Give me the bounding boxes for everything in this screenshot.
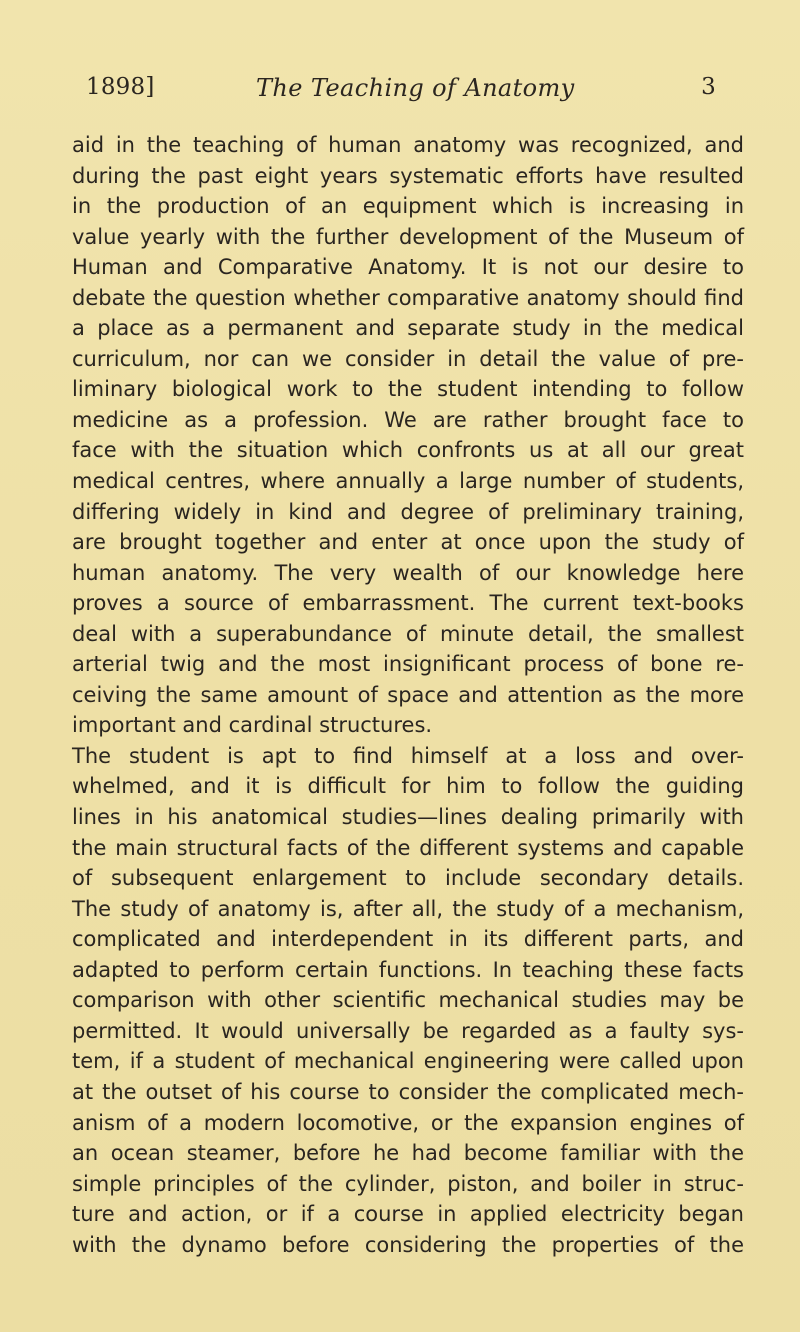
text-line: deal with a superabundance of minute detail, the smallest xyxy=(72,621,744,646)
text-line: whelmed, and it is difficult for him to follow the guiding xyxy=(72,774,744,799)
body-text xyxy=(72,130,744,1260)
text-line: differing widely in kind and degree of preliminary training, xyxy=(72,499,744,524)
text-line: at the outset of his course to consider the complicated mech- xyxy=(72,1079,744,1104)
text-line: value yearly with the further development of the Museum of xyxy=(72,224,744,249)
paragraph-end-line: important and cardinal structures. xyxy=(72,713,433,738)
text-line: liminary biological work to the student intending to follow xyxy=(72,377,744,402)
text-line: of subsequent enlargement to include secondary details. xyxy=(72,866,744,891)
text-line: the main structural facts of the different systems and capable xyxy=(72,835,744,860)
page-number: 3 xyxy=(701,74,716,100)
text-line: face with the situation which confronts us at all our great xyxy=(72,438,744,463)
text-line: ture and action, or if a course in applied electricity began xyxy=(72,1202,744,1227)
text-line: in the production of an equipment which is increasing in xyxy=(72,194,744,219)
text-line: a place as a permanent and separate study in the medical xyxy=(72,316,744,341)
text-line: an ocean steamer, before he had become familiar with the xyxy=(72,1141,744,1166)
text-line: ceiving the same amount of space and attention as the more xyxy=(72,682,744,707)
text-line: Human and Comparative Anatomy. It is not our desire to xyxy=(72,255,744,280)
text-line: The study of anatomy is, after all, the study of a mechanism, xyxy=(72,896,744,921)
paragraph-start-line: The student is apt to find himself at a loss and over- xyxy=(72,743,744,768)
text-line: medical centres, where annually a large number of students, xyxy=(72,469,744,494)
text-line: are brought together and enter at once upon the study of xyxy=(72,530,744,555)
running-header xyxy=(86,74,716,114)
text-line: during the past eight years systematic efforts have resulted xyxy=(72,163,744,188)
text-line: tem, if a student of mechanical engineering were called upon xyxy=(72,1049,744,1074)
text-line: permitted. It would universally be regarded as a faulty sys- xyxy=(72,1018,744,1043)
text-line: proves a source of embarrassment. The current text-books xyxy=(72,591,744,616)
text-line: comparison with other scientific mechanical studies may be xyxy=(72,988,744,1013)
text-line: medicine as a profession. We are rather brought face to xyxy=(72,407,744,432)
header-year: 1898] xyxy=(86,74,155,100)
text-line: complicated and interdependent in its different parts, and xyxy=(72,927,744,952)
text-line: curriculum, nor can we consider in detail the value of pre- xyxy=(72,346,744,371)
text-line: adapted to perform certain functions. In teaching these facts xyxy=(72,957,744,982)
text-line: arterial twig and the most insignificant process of bone re- xyxy=(72,652,744,677)
header-title: The Teaching of Anatomy xyxy=(256,74,575,102)
text-line: with the dynamo before considering the properties of the xyxy=(72,1232,744,1257)
text-line: aid in the teaching of human anatomy was recognized, and xyxy=(72,133,744,157)
text-line: simple principles of the cylinder, piston, and boiler in struc- xyxy=(72,1171,744,1196)
text-line: human anatomy. The very wealth of our knowledge here xyxy=(72,560,744,585)
text-line: anism of a modern locomotive, or the expansion engines of xyxy=(72,1110,744,1135)
text-line: debate the question whether comparative anatomy should find xyxy=(72,285,744,310)
text-line: lines in his anatomical studies—lines dealing primarily with xyxy=(72,805,744,830)
